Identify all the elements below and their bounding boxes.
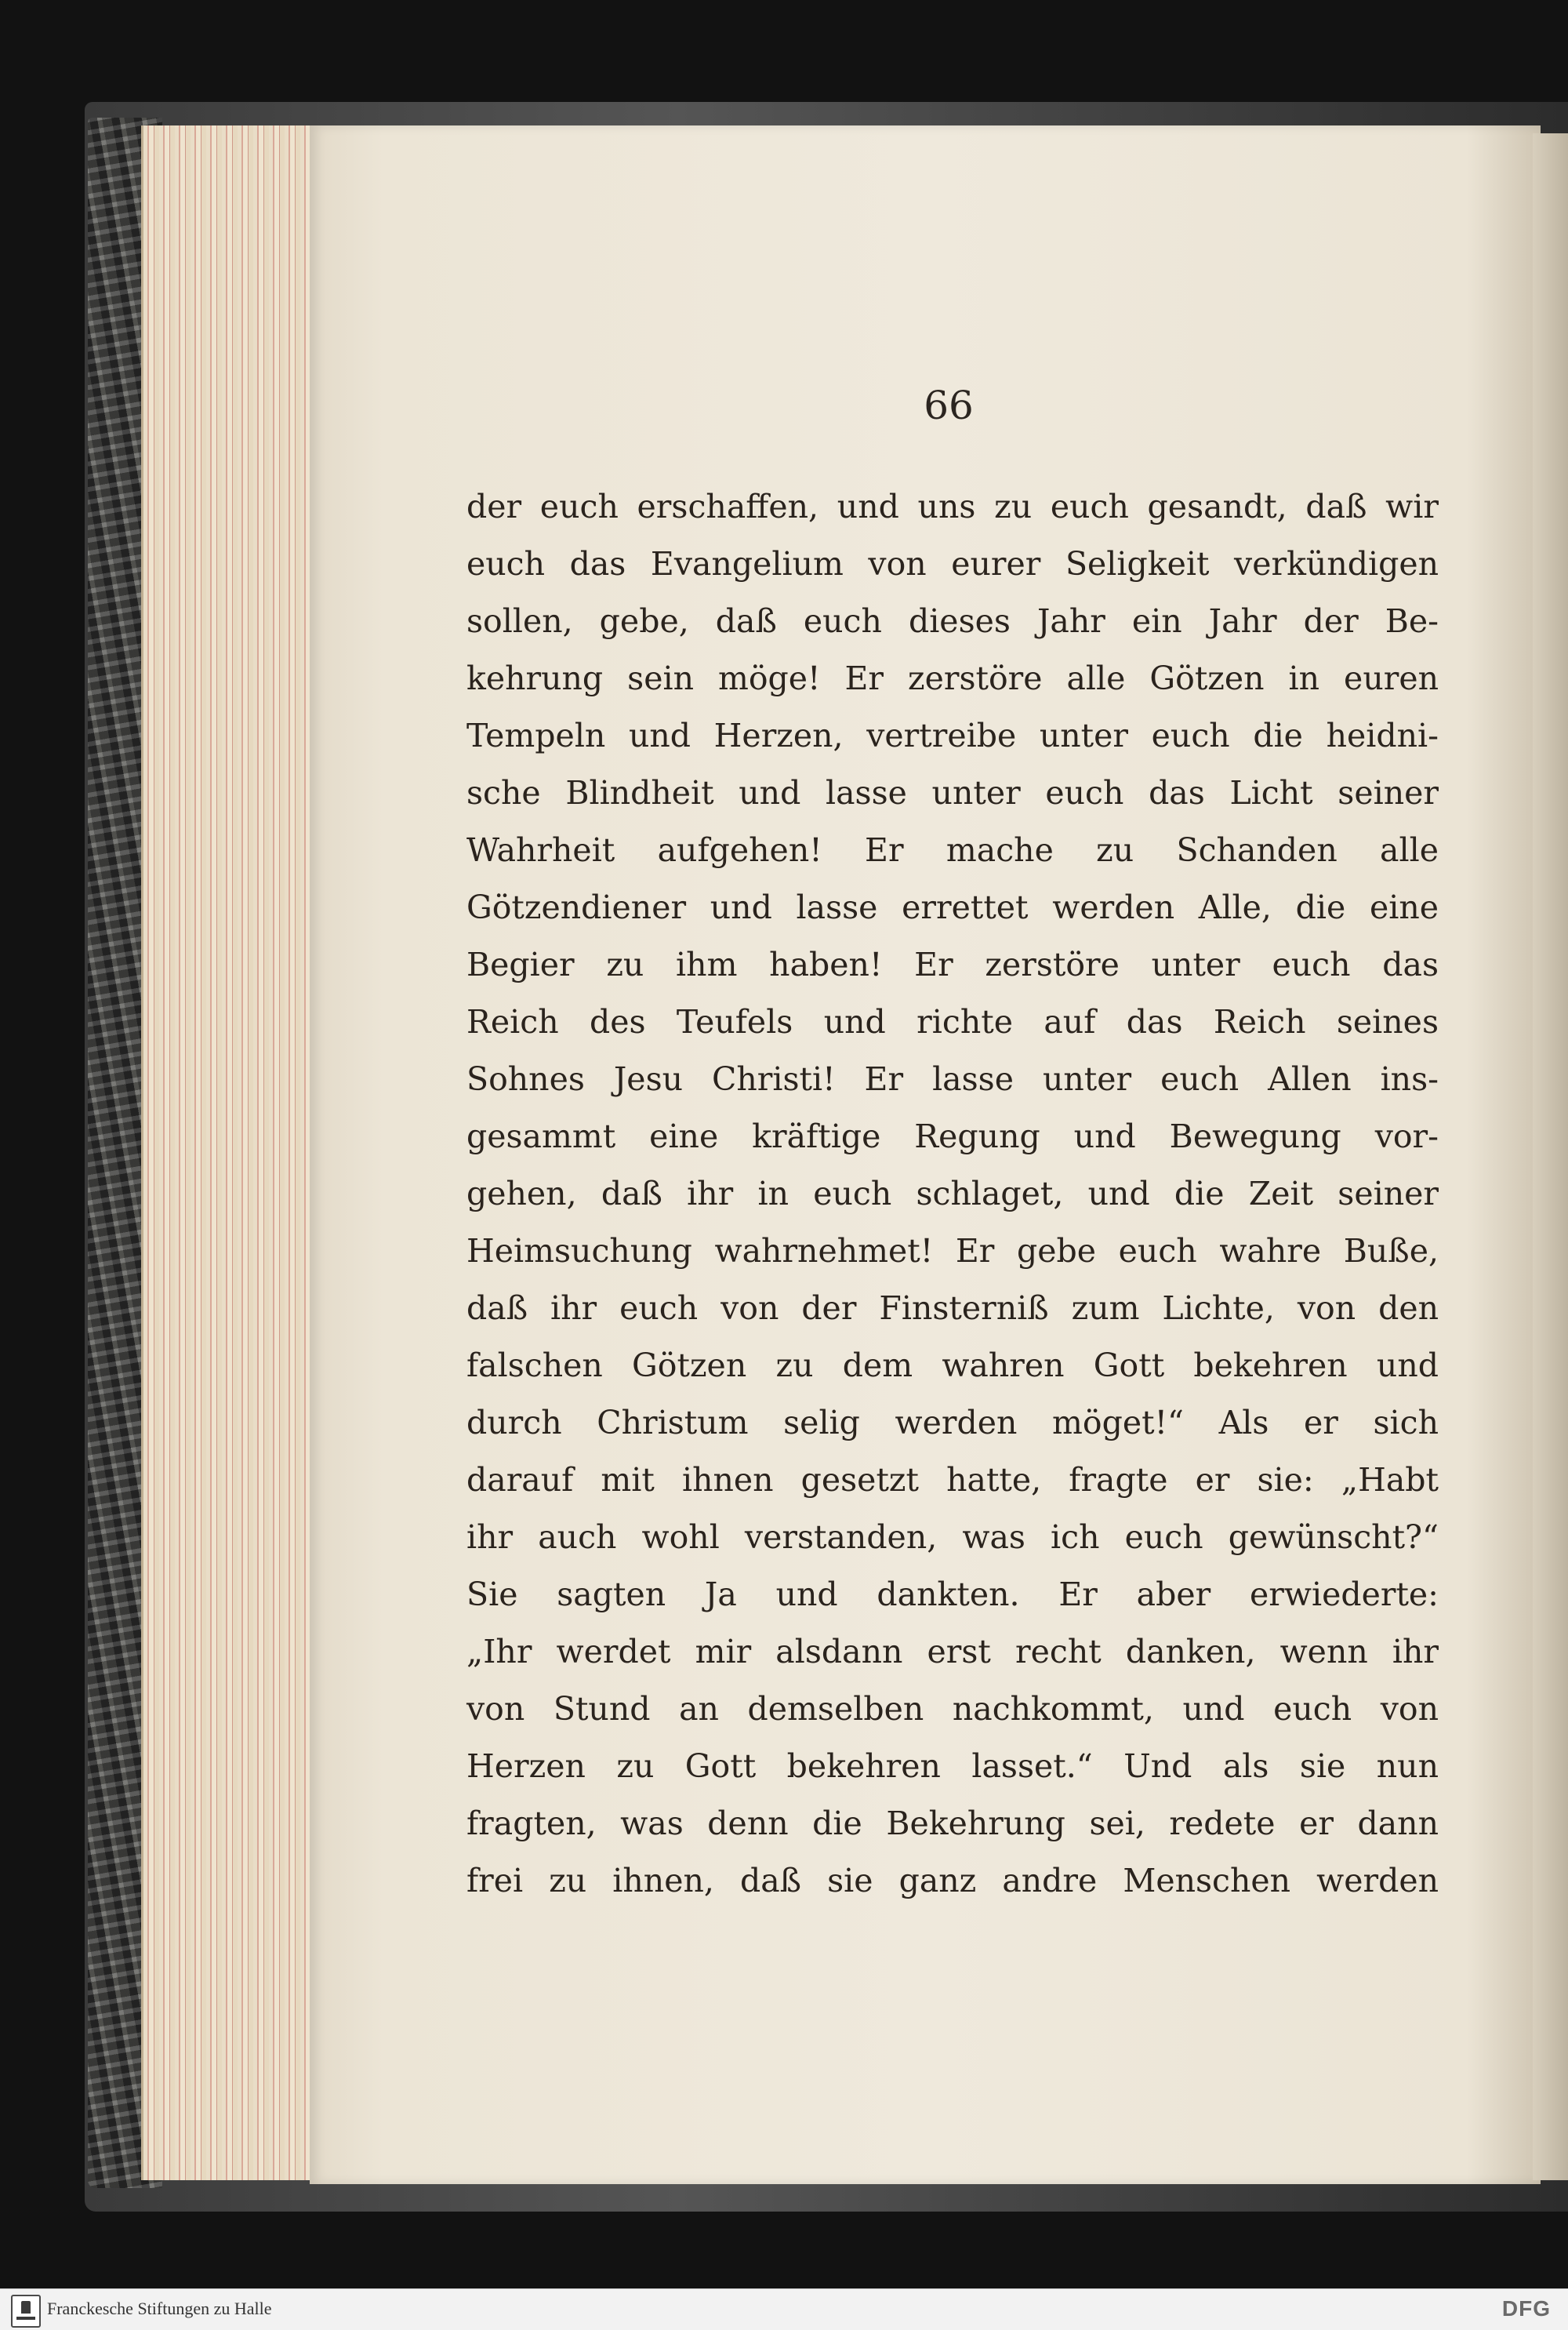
text-line: frei zu ihnen, daß sie ganz andre Menschen werden xyxy=(466,1862,1439,1899)
page-text xyxy=(466,478,1439,1910)
text-line: Reich des Teufels und richte auf das Reich seines xyxy=(466,1003,1439,1041)
page-number: 66 xyxy=(924,383,974,428)
orphanage-building-icon[interactable] xyxy=(11,2295,41,2328)
text-line: gehen, daß ihr in euch schlaget, und die Zeit seiner xyxy=(466,1175,1439,1212)
text-line: daß ihr euch von der Finsterniß zum Lichte, von den xyxy=(466,1289,1439,1327)
text-line: Sie sagten Ja und dankten. Er aber erwiederte: xyxy=(466,1576,1439,1613)
text-line: ihr auch wohl verstanden, was ich euch gewünscht?“ xyxy=(466,1518,1439,1556)
text-line: Götzendiener und lasse errettet werden Alle, die eine xyxy=(466,889,1439,926)
text-line: „Ihr werdet mir alsdann erst recht danken, wenn ihr xyxy=(466,1633,1439,1670)
text-line: Tempeln und Herzen, vertreibe unter euch die heidni- xyxy=(466,717,1439,754)
text-line: sollen, gebe, daß euch dieses Jahr ein Jahr der Be- xyxy=(466,602,1439,640)
text-line: durch Christum selig werden möget!“ Als er sich xyxy=(466,1404,1439,1441)
viewer-footer xyxy=(0,2288,1568,2330)
text-line: gesammt eine kräftige Regung und Bewegung vor- xyxy=(466,1118,1439,1155)
page-gutter xyxy=(1533,133,1568,2180)
text-line: fragten, was denn die Bekehrung sei, redete er dann xyxy=(466,1805,1439,1842)
text-line: falschen Götzen zu dem wahren Gott bekehren und xyxy=(466,1347,1439,1384)
text-line: Wahrheit aufgehen! Er mache zu Schanden alle xyxy=(466,831,1439,869)
institution-label[interactable]: Franckesche Stiftungen zu Halle xyxy=(47,2299,272,2318)
text-line: euch das Evangelium von eurer Seligkeit verkündigen xyxy=(466,545,1439,583)
page-stack-edges xyxy=(141,125,332,2180)
text-line: der euch erschaffen, und uns zu euch gesandt, daß wir xyxy=(466,488,1439,525)
text-line: kehrung sein möge! Er zerstöre alle Götzen in euren xyxy=(466,660,1439,697)
text-line: darauf mit ihnen gesetzt hatte, fragte er sie: „Habt xyxy=(466,1461,1439,1499)
dfg-logo[interactable]: DFG xyxy=(1501,2296,1551,2321)
text-line: von Stund an demselben nachkommt, und euch von xyxy=(466,1690,1439,1728)
text-line: sche Blindheit und lasse unter euch das Licht seiner xyxy=(466,774,1439,812)
text-line: Sohnes Jesu Christi! Er lasse unter euch Allen ins- xyxy=(466,1060,1439,1098)
text-line: Begier zu ihm haben! Er zerstöre unter euch das xyxy=(466,946,1439,983)
text-line: Herzen zu Gott bekehren lasset.“ Und als sie nun xyxy=(466,1747,1439,1785)
text-line: Heimsuchung wahrnehmet! Er gebe euch wahre Buße, xyxy=(466,1232,1439,1270)
